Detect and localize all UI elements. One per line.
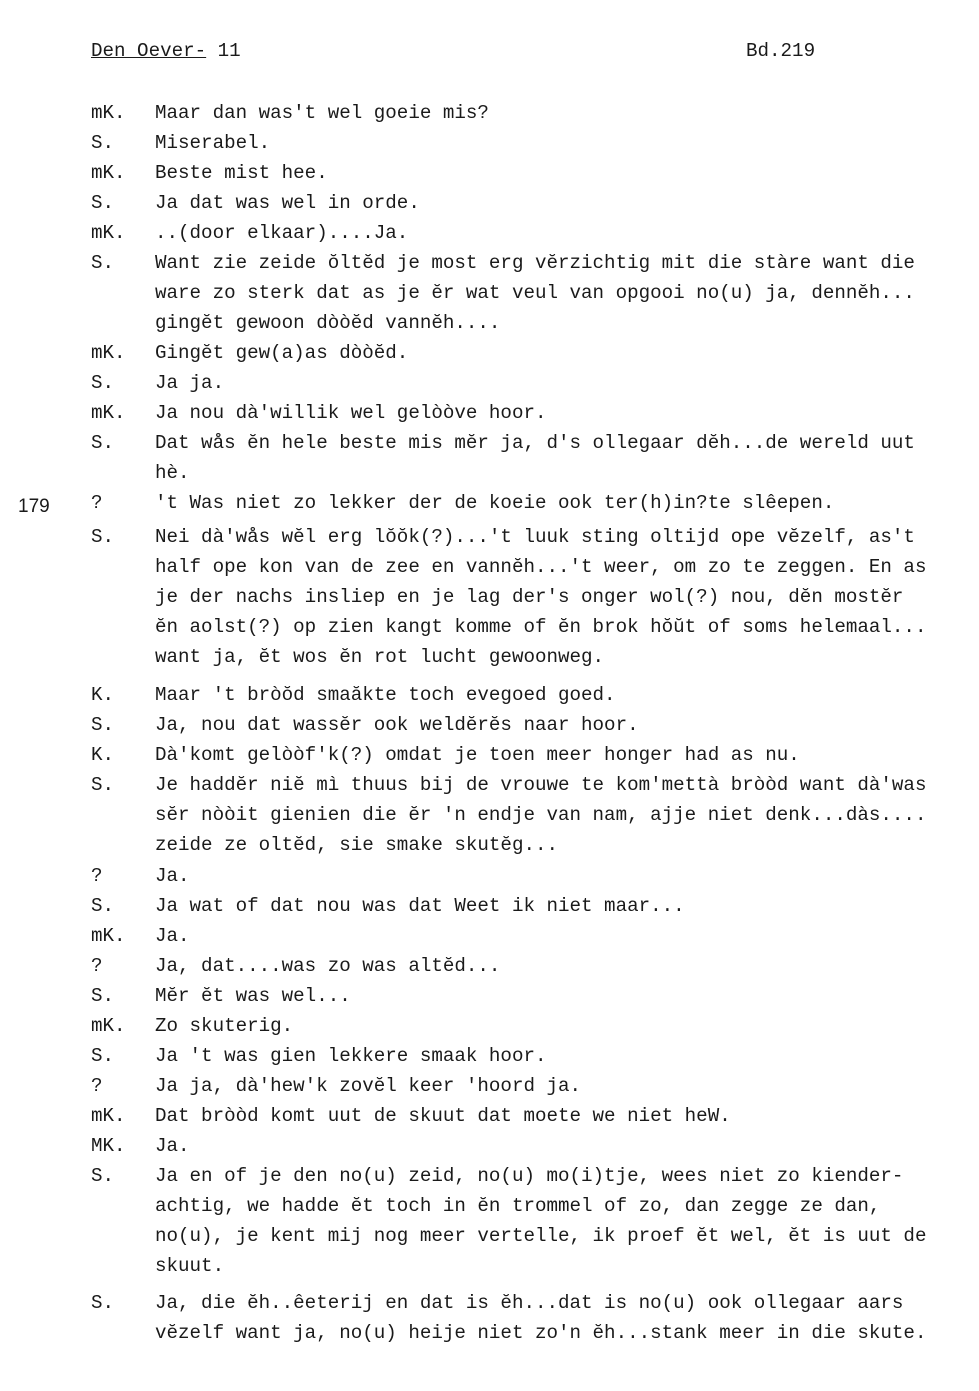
- utterance-line: skuut.: [155, 1255, 225, 1277]
- utterance-line: achtig, we hadde ĕt toch in ĕn trommel of zo, dan zegge ze dan,: [155, 1195, 881, 1217]
- speaker-label: ?: [91, 1075, 103, 1097]
- utterance-text: [155, 1071, 581, 1101]
- utterance-text: [155, 428, 915, 488]
- utterance-line: ..(door elkaar)....Ja.: [155, 222, 409, 244]
- speaker-label: S.: [91, 192, 115, 214]
- speaker-label: ?: [91, 865, 103, 887]
- header-page-number: 11: [217, 40, 241, 62]
- speaker-label: mK.: [91, 402, 126, 424]
- speaker-label: S.: [91, 132, 115, 154]
- utterance-text: [155, 188, 420, 218]
- utterance-text: [155, 891, 685, 921]
- utterance-text: [155, 1011, 293, 1041]
- utterance-line: Zo skuterig.: [155, 1015, 294, 1037]
- utterance-text: [155, 488, 834, 518]
- utterance-text: [155, 1101, 731, 1131]
- utterance-text: [155, 368, 224, 398]
- utterance-line: Ja, nou dat wassĕr ook weldĕrĕs naar hoor.: [155, 714, 639, 736]
- speaker-label: mK.: [91, 1015, 126, 1037]
- utterance-text: [155, 921, 190, 951]
- utterance-text: [155, 710, 639, 740]
- speaker-label: K.: [91, 684, 115, 706]
- utterance-line: ware zo sterk dat as je ĕr wat veul van opgooi no(u) ja, dennĕh...: [155, 282, 915, 304]
- utterance-text: [155, 158, 328, 188]
- utterance-text: [155, 1288, 926, 1348]
- utterance-text: [155, 861, 190, 891]
- utterance-line: Maar 't bròŏd smaăkte toch evegoed goed.: [155, 684, 616, 706]
- speaker-label: S.: [91, 985, 115, 1007]
- utterance-text: [155, 128, 270, 158]
- speaker-label: S.: [91, 432, 115, 454]
- utterance-line: Gingĕt gew(a)as dòòĕd.: [155, 342, 409, 364]
- utterance-line: Beste mist hee.: [155, 162, 328, 184]
- speaker-label: ?: [91, 492, 103, 514]
- utterance-line: Dat bròòd komt uut de skuut dat moete we niet heW.: [155, 1105, 731, 1127]
- utterance-line: Dat wås ĕn hele beste mis mĕr ja, d's ollegaar dĕh...de wereld uut: [155, 432, 915, 454]
- utterance-line: Je haddĕr niĕ mì thuus bij de vrouwe te kom'mettà bròòd want dà'was: [155, 774, 927, 796]
- utterance-line: zeide ze oltĕd, sie smake skutĕg...: [155, 834, 559, 856]
- speaker-label: MK.: [91, 1135, 126, 1157]
- utterance-text: [155, 770, 926, 860]
- speaker-label: mK.: [91, 925, 126, 947]
- utterance-line: gingĕt gewoon dòòĕd vannĕh....: [155, 312, 501, 334]
- speaker-label: S.: [91, 1292, 115, 1314]
- utterance-text: [155, 1131, 190, 1161]
- utterance-line: Ja ja, dà'hew'k zovĕl keer 'hoord ja.: [155, 1075, 582, 1097]
- speaker-label: mK.: [91, 222, 126, 244]
- speaker-label: S.: [91, 774, 115, 796]
- utterance-text: [155, 1161, 926, 1281]
- utterance-line: Ja en of je den no(u) zeid, no(u) mo(i)tje, wees niet zo kiender-: [155, 1165, 904, 1187]
- speaker-label: mK.: [91, 102, 126, 124]
- utterance-text: [155, 398, 547, 428]
- utterance-line: ĕn aolst(?) op zien kangt komme of ĕn brok hŏŭt of soms helemaal...: [155, 616, 927, 638]
- header-reference: Bd.219: [746, 40, 816, 62]
- utterance-text: [155, 951, 500, 981]
- header-place-name: Den Oever-: [91, 40, 207, 62]
- speaker-label: S.: [91, 372, 115, 394]
- speaker-label: S.: [91, 1165, 115, 1187]
- utterance-line: half ope kon van de zee en vannĕh...'t weer, om zo te zeggen. En as: [155, 556, 927, 578]
- utterance-line: want ja, ĕt wos ĕn rot lucht gewoonweg.: [155, 646, 605, 668]
- speaker-label: mK.: [91, 162, 126, 184]
- utterance-text: [155, 248, 915, 338]
- utterance-line: Want zie zeide ŏltĕd je most erg vĕrzichtig mit die stàre want die: [155, 252, 915, 274]
- utterance-line: Ja ja.: [155, 372, 225, 394]
- utterance-line: Ja 't was gien lekkere smaak hoor.: [155, 1045, 547, 1067]
- utterance-line: hè.: [155, 462, 190, 484]
- utterance-line: vĕzelf want ja, no(u) heije niet zo'n ĕh...stank meer in die skute.: [155, 1322, 927, 1344]
- speaker-label: S.: [91, 1045, 115, 1067]
- utterance-line: Dà'komt gelòòf'k(?) omdat je toen meer honger had as nu.: [155, 744, 800, 766]
- utterance-line: Ja, dat....was zo was altĕd...: [155, 955, 501, 977]
- speaker-label: S.: [91, 714, 115, 736]
- utterance-text: [155, 1041, 547, 1071]
- utterance-line: je der nachs insliep en je lag der's onger wol(?) nou, dĕn mostĕr: [155, 586, 904, 608]
- utterance-line: Ja nou dà'willik wel gelòòve hoor.: [155, 402, 547, 424]
- speaker-label: K.: [91, 744, 115, 766]
- utterance-text: [155, 218, 408, 248]
- utterance-line: Maar dan was't wel goeie mis?: [155, 102, 489, 124]
- utterance-line: Ja.: [155, 1135, 190, 1157]
- speaker-label: ?: [91, 955, 103, 977]
- utterance-line: Miserabel.: [155, 132, 271, 154]
- utterance-text: [155, 338, 408, 368]
- margin-number: 179: [18, 496, 50, 517]
- utterance-line: sĕr nòòit gienien die ĕr 'n endje van nam, ajje niet denk...dàs....: [155, 804, 927, 826]
- header-place: [91, 40, 241, 62]
- speaker-label: mK.: [91, 342, 126, 364]
- speaker-label: S.: [91, 895, 115, 917]
- utterance-line: Ja.: [155, 865, 190, 887]
- speaker-label: mK.: [91, 1105, 126, 1127]
- utterance-line: Ja wat of dat nou was dat Weet ik niet maar...: [155, 895, 685, 917]
- speaker-label: S.: [91, 526, 115, 548]
- utterance-line: Ja.: [155, 925, 190, 947]
- utterance-text: [155, 740, 800, 770]
- utterance-line: no(u), je kent mij nog meer vertelle, ik proef ĕt wel, ĕt is uut de: [155, 1225, 927, 1247]
- utterance-text: [155, 680, 616, 710]
- utterance-line: Nei dà'wås wĕl erg lŏŏk(?)...'t luuk sting oltijd ope vĕzelf, as't: [155, 526, 915, 548]
- utterance-line: 't Was niet zo lekker der de koeie ook ter(h)in?te slêepen.: [155, 492, 835, 514]
- utterance-text: [155, 98, 489, 128]
- utterance-text: [155, 522, 926, 672]
- utterance-line: Mĕr ĕt was wel...: [155, 985, 351, 1007]
- utterance-text: [155, 981, 351, 1011]
- speaker-label: S.: [91, 252, 115, 274]
- utterance-line: Ja dat was wel in orde.: [155, 192, 420, 214]
- utterance-line: Ja, die ĕh..êeterij en dat is ĕh...dat is no(u) ook ollegaar aars: [155, 1292, 904, 1314]
